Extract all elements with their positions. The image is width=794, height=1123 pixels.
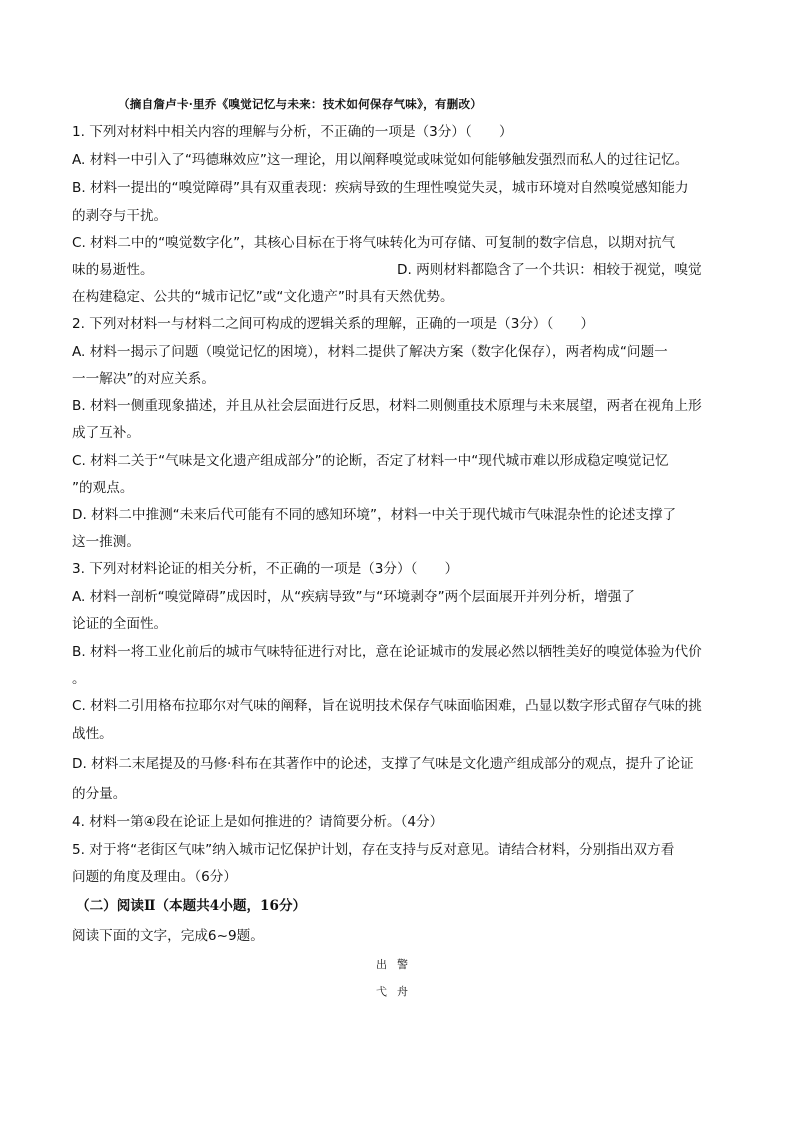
question-1-option-b-line-1: B. 材料一提出的“嗅觉障碍”具有双重表现：疾病导致的生理性嗅觉失灵，城市环境对自然嗅觉感知能力 [72,180,689,196]
question-1-option-c-line-1: C. 材料二中的“嗅觉数字化”，其核心目标在于将气味转化为可存储、可复制的数字信息，以期对抗气 [72,235,676,251]
question-5-line-2: 问题的角度及理由。（6分） [72,869,237,885]
question-5-line-1: 5. 对于将“老街区气味”纳入城市记忆保护计划，存在支持与反对意见。请结合材料，分别指出双方看 [72,842,675,858]
question-1-option-a: A. 材料一中引入了“玛德琳效应”这一理论，用以阐释嗅觉或味觉如何能够触发强烈而私人的过往记忆。 [72,152,689,168]
story-title: 出警 [376,958,418,971]
question-4: 4. 材料一第④段在论证上是如何推进的？请简要分析。（4分） [72,814,444,830]
question-3-option-d-line-2: 的分量。 [72,786,127,802]
story-author: 弋舟 [376,985,418,998]
question-3-option-b-line-1: B. 材料一将工业化前后的城市气味特征进行对比，意在论证城市的发展必然以牺牲美好的嗅觉体验为代价 [72,644,702,660]
question-2-option-a-line-2: 一一解决”的对应关系。 [72,371,215,387]
question-1-option-b-line-2: 的剥夺与干扰。 [72,208,168,224]
question-1-option-c-line-2: 味的易逝性。 [72,262,154,278]
question-1-stem: 1. 下列对材料中相关内容的理解与分析，不正确的一项是（3分）（ ） [72,124,513,140]
question-3-option-c-line-2: 战性。 [72,726,113,742]
question-2-option-a-line-1: A. 材料一揭示了问题（嗅觉记忆的困境），材料二提供了解决方案（数字化保存），两者构成“问题一 [72,344,668,360]
question-2-option-b-line-2: 成了互补。 [72,425,140,441]
question-3-option-b-line-2: 。 [72,671,86,687]
question-2-option-c-line-1: C. 材料二关于“气味是文化遗产组成部分”的论断，否定了材料一中“现代城市难以形成稳定嗅觉记忆 [72,453,669,469]
section-2-instruction: 阅读下面的文字，完成6~9题。 [72,928,264,944]
question-3-stem: 3. 下列对材料论证的相关分析，不正确的一项是（3分）（ ） [72,561,459,577]
question-1-option-d-line-1: D. 两则材料都隐含了一个共识：相较于视觉，嗅觉 [397,262,702,278]
question-1-option-d-line-2: 在构建稳定、公共的“城市记忆”或“文化遗产”时具有天然优势。 [72,289,454,305]
question-2-option-d-line-1: D. 材料二中推测“未来后代可能有不同的感知环境”，材料一中关于现代城市气味混杂性的论述支撑了 [72,507,677,523]
question-3-option-c-line-1: C. 材料二引用格布拉耶尔对气味的阐释，旨在说明技术保存气味面临困难，凸显以数字形式留存气味的挑 [72,698,702,714]
question-2-option-d-line-2: 这一推测。 [72,534,140,550]
question-3-option-d-line-1: D. 材料二末尾提及的马修·科布在其著作中的论述，支撑了气味是文化遗产组成部分的观点，提升了论证 [72,756,694,772]
section-2-heading: （二）阅读Ⅱ（本题共4小题，16分） [76,898,307,914]
question-2-option-b-line-1: B. 材料一侧重现象描述，并且从社会层面进行反思，材料二则侧重技术原理与未来展望，两者在视角上形 [72,398,702,414]
question-3-option-a-line-1: A. 材料一剖析“嗅觉障碍”成因时，从“疾病导致”与“环境剥夺”两个层面展开并列分析，增强了 [72,589,635,605]
question-3-option-a-line-2: 论证的全面性。 [72,616,168,632]
question-1-row-c-d [72,260,722,280]
question-2-stem: 2. 下列对材料一与材料二之间可构成的逻辑关系的理解，正确的一项是（3分）（ ） [72,316,595,332]
source-citation: （摘自詹卢卡·里乔《嗅觉记忆与未来：技术如何保存气味》，有删改） [118,97,483,111]
question-2-option-c-line-2: ”的观点。 [72,480,134,496]
